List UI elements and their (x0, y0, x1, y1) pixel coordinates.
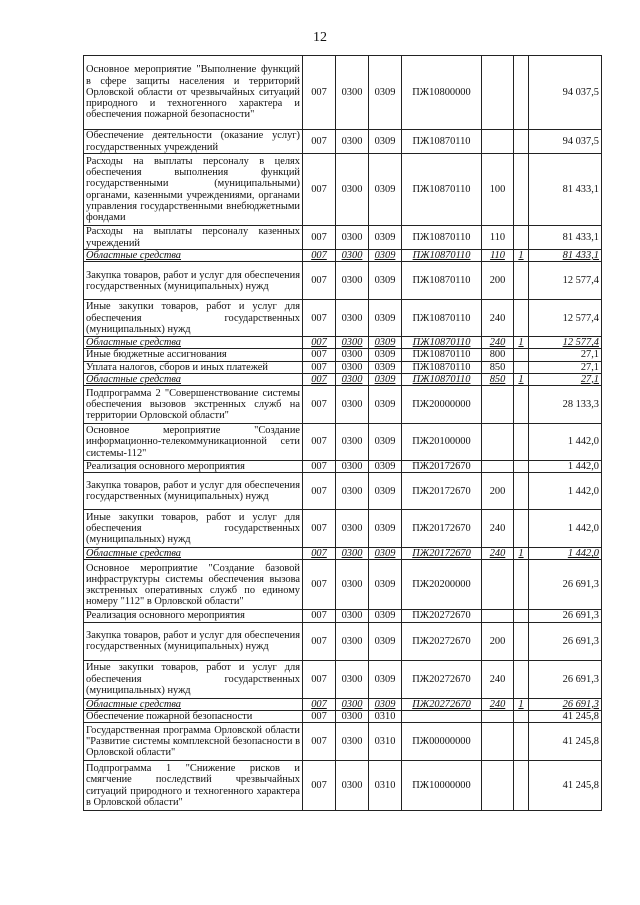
admin-code: 007 (303, 424, 336, 461)
funding-source-code (514, 56, 529, 130)
row-name: Реализация основного мероприятия (84, 461, 303, 473)
target-article-code (402, 710, 482, 722)
table-row (84, 698, 602, 710)
target-article-code: ПЖ10870110 (402, 250, 482, 262)
amount: 81 433,1 (529, 154, 602, 226)
row-name: Областные средства (84, 373, 303, 385)
section-code: 0300 (336, 610, 369, 622)
section-code: 0300 (336, 473, 369, 510)
row-name: Иные бюджетные ассигнования (84, 349, 303, 361)
admin-code: 007 (303, 710, 336, 722)
amount: 41 245,8 (529, 761, 602, 811)
subsection-code: 0309 (369, 154, 402, 226)
section-code: 0300 (336, 349, 369, 361)
row-name: Областные средства (84, 548, 303, 560)
subsection-code: 0309 (369, 660, 402, 698)
row-name: Реализация основного мероприятия (84, 610, 303, 622)
table-row (84, 622, 602, 660)
funding-source-code: 1 (514, 548, 529, 560)
target-article-code: ПЖ10870110 (402, 130, 482, 154)
expense-type-code (482, 723, 514, 761)
funding-source-code (514, 473, 529, 510)
subsection-code: 0309 (369, 548, 402, 560)
table-row (84, 300, 602, 337)
admin-code: 007 (303, 473, 336, 510)
table-row (84, 610, 602, 622)
funding-source-code (514, 361, 529, 373)
row-name: Обеспечение деятельности (оказание услуг) государственных учреждений (84, 130, 303, 154)
row-name: Основное мероприятие "Создание базовой инфраструктуры системы обеспечения вызова экстренных оперативных служб по единому номеру "112" в Орловской области" (84, 560, 303, 610)
amount: 28 133,3 (529, 386, 602, 424)
funding-source-code: 1 (514, 373, 529, 385)
expense-type-code (482, 56, 514, 130)
expense-type-code: 240 (482, 510, 514, 548)
amount: 26 691,3 (529, 622, 602, 660)
admin-code: 007 (303, 386, 336, 424)
target-article-code: ПЖ20272670 (402, 698, 482, 710)
subsection-code: 0309 (369, 361, 402, 373)
amount: 94 037,5 (529, 56, 602, 130)
target-article-code: ПЖ10870110 (402, 262, 482, 300)
target-article-code: ПЖ10870110 (402, 349, 482, 361)
table-row (84, 56, 602, 130)
expense-type-code: 240 (482, 300, 514, 337)
admin-code: 007 (303, 262, 336, 300)
target-article-code: ПЖ00000000 (402, 723, 482, 761)
table-row (84, 424, 602, 461)
expense-type-code: 200 (482, 262, 514, 300)
section-code: 0300 (336, 300, 369, 337)
section-code: 0300 (336, 337, 369, 349)
expense-type-code: 800 (482, 349, 514, 361)
funding-source-code (514, 723, 529, 761)
row-name: Закупка товаров, работ и услуг для обеспечения государственных (муниципальных) нужд (84, 473, 303, 510)
funding-source-code (514, 710, 529, 722)
section-code: 0300 (336, 710, 369, 722)
subsection-code: 0309 (369, 424, 402, 461)
funding-source-code (514, 660, 529, 698)
target-article-code: ПЖ20272670 (402, 660, 482, 698)
target-article-code: ПЖ20200000 (402, 560, 482, 610)
amount: 26 691,3 (529, 660, 602, 698)
admin-code: 007 (303, 373, 336, 385)
admin-code: 007 (303, 723, 336, 761)
row-name: Государственная программа Орловской области "Развитие системы комплексной безопасности в Орловской области" (84, 723, 303, 761)
target-article-code: ПЖ10000000 (402, 761, 482, 811)
budget-table (83, 55, 602, 811)
section-code: 0300 (336, 510, 369, 548)
table-row (84, 761, 602, 811)
row-name: Иные закупки товаров, работ и услуг для обеспечения государственных (муниципальных) нужд (84, 660, 303, 698)
section-code: 0300 (336, 761, 369, 811)
table-row (84, 510, 602, 548)
funding-source-code: 1 (514, 698, 529, 710)
amount: 94 037,5 (529, 130, 602, 154)
amount: 1 442,0 (529, 510, 602, 548)
funding-source-code (514, 386, 529, 424)
funding-source-code (514, 154, 529, 226)
amount: 12 577,4 (529, 262, 602, 300)
amount: 1 442,0 (529, 548, 602, 560)
funding-source-code (514, 510, 529, 548)
expense-type-code: 100 (482, 154, 514, 226)
row-name: Областные средства (84, 698, 303, 710)
expense-type-code: 110 (482, 226, 514, 250)
row-name: Иные закупки товаров, работ и услуг для обеспечения государственных (муниципальных) нужд (84, 510, 303, 548)
amount: 27,1 (529, 373, 602, 385)
section-code: 0300 (336, 130, 369, 154)
funding-source-code (514, 300, 529, 337)
amount: 41 245,8 (529, 710, 602, 722)
subsection-code: 0309 (369, 262, 402, 300)
section-code: 0300 (336, 361, 369, 373)
section-code: 0300 (336, 56, 369, 130)
admin-code: 007 (303, 226, 336, 250)
funding-source-code (514, 262, 529, 300)
section-code: 0300 (336, 548, 369, 560)
expense-type-code: 240 (482, 337, 514, 349)
admin-code: 007 (303, 300, 336, 337)
section-code: 0300 (336, 154, 369, 226)
admin-code: 007 (303, 250, 336, 262)
amount: 27,1 (529, 361, 602, 373)
funding-source-code (514, 610, 529, 622)
section-code: 0300 (336, 250, 369, 262)
expense-type-code (482, 610, 514, 622)
amount: 26 691,3 (529, 698, 602, 710)
subsection-code: 0309 (369, 473, 402, 510)
amount: 1 442,0 (529, 473, 602, 510)
subsection-code: 0309 (369, 250, 402, 262)
table-row (84, 250, 602, 262)
table-row (84, 723, 602, 761)
admin-code: 007 (303, 154, 336, 226)
target-article-code: ПЖ20272670 (402, 610, 482, 622)
expense-type-code: 850 (482, 373, 514, 385)
table-row (84, 130, 602, 154)
section-code: 0300 (336, 262, 369, 300)
expense-type-code: 200 (482, 473, 514, 510)
table-row (84, 262, 602, 300)
row-name: Расходы на выплаты персоналу в целях обеспечения выполнения функций государственными (муниципальными) органами, казенными учреждениями, органами управления государственными внебюджетными фондами (84, 154, 303, 226)
target-article-code: ПЖ10870110 (402, 373, 482, 385)
amount: 12 577,4 (529, 337, 602, 349)
section-code: 0300 (336, 622, 369, 660)
subsection-code: 0310 (369, 710, 402, 722)
subsection-code: 0309 (369, 130, 402, 154)
admin-code: 007 (303, 698, 336, 710)
amount: 1 442,0 (529, 424, 602, 461)
funding-source-code: 1 (514, 337, 529, 349)
amount: 26 691,3 (529, 560, 602, 610)
expense-type-code: 240 (482, 548, 514, 560)
admin-code: 007 (303, 610, 336, 622)
row-name: Закупка товаров, работ и услуг для обеспечения государственных (муниципальных) нужд (84, 622, 303, 660)
table-row (84, 473, 602, 510)
funding-source-code (514, 130, 529, 154)
table-row (84, 461, 602, 473)
target-article-code: ПЖ20172670 (402, 461, 482, 473)
subsection-code: 0309 (369, 386, 402, 424)
subsection-code: 0309 (369, 610, 402, 622)
funding-source-code (514, 560, 529, 610)
table-row (84, 386, 602, 424)
expense-type-code (482, 424, 514, 461)
section-code: 0300 (336, 698, 369, 710)
table-row (84, 660, 602, 698)
expense-type-code (482, 560, 514, 610)
section-code: 0300 (336, 226, 369, 250)
admin-code: 007 (303, 56, 336, 130)
admin-code: 007 (303, 337, 336, 349)
row-name: Основное мероприятие "Создание информационно-телекоммуникационной сети системы-112" (84, 424, 303, 461)
subsection-code: 0309 (369, 461, 402, 473)
expense-type-code: 240 (482, 660, 514, 698)
section-code: 0300 (336, 660, 369, 698)
funding-source-code (514, 622, 529, 660)
expense-type-code: 110 (482, 250, 514, 262)
admin-code: 007 (303, 510, 336, 548)
table-row (84, 710, 602, 722)
row-name: Иные закупки товаров, работ и услуг для обеспечения государственных (муниципальных) нужд (84, 300, 303, 337)
target-article-code: ПЖ20172670 (402, 473, 482, 510)
table-row (84, 373, 602, 385)
admin-code: 007 (303, 761, 336, 811)
section-code: 0300 (336, 424, 369, 461)
admin-code: 007 (303, 361, 336, 373)
section-code: 0300 (336, 461, 369, 473)
target-article-code: ПЖ20100000 (402, 424, 482, 461)
amount: 1 442,0 (529, 461, 602, 473)
funding-source-code: 1 (514, 250, 529, 262)
subsection-code: 0309 (369, 337, 402, 349)
subsection-code: 0309 (369, 300, 402, 337)
table-row (84, 349, 602, 361)
subsection-code: 0309 (369, 56, 402, 130)
section-code: 0300 (336, 723, 369, 761)
row-name: Расходы на выплаты персоналу казенных учреждений (84, 226, 303, 250)
subsection-code: 0309 (369, 698, 402, 710)
table-row (84, 548, 602, 560)
row-name: Уплата налогов, сборов и иных платежей (84, 361, 303, 373)
subsection-code: 0309 (369, 373, 402, 385)
target-article-code: ПЖ10800000 (402, 56, 482, 130)
target-article-code: ПЖ10870110 (402, 300, 482, 337)
target-article-code: ПЖ20172670 (402, 510, 482, 548)
expense-type-code: 240 (482, 698, 514, 710)
funding-source-code (514, 461, 529, 473)
amount: 41 245,8 (529, 723, 602, 761)
admin-code: 007 (303, 130, 336, 154)
table-row (84, 560, 602, 610)
funding-source-code (514, 349, 529, 361)
budget-table-body (84, 56, 602, 811)
row-name: Областные средства (84, 337, 303, 349)
section-code: 0300 (336, 386, 369, 424)
expense-type-code (482, 461, 514, 473)
admin-code: 007 (303, 349, 336, 361)
target-article-code: ПЖ20172670 (402, 548, 482, 560)
expense-type-code (482, 710, 514, 722)
page-number: 12 (313, 30, 327, 45)
section-code: 0300 (336, 560, 369, 610)
target-article-code: ПЖ20000000 (402, 386, 482, 424)
table-row (84, 337, 602, 349)
expense-type-code (482, 386, 514, 424)
subsection-code: 0309 (369, 622, 402, 660)
target-article-code: ПЖ10870110 (402, 361, 482, 373)
row-name: Закупка товаров, работ и услуг для обеспечения государственных (муниципальных) нужд (84, 262, 303, 300)
admin-code: 007 (303, 622, 336, 660)
amount: 81 433,1 (529, 250, 602, 262)
amount: 27,1 (529, 349, 602, 361)
target-article-code: ПЖ10870110 (402, 154, 482, 226)
admin-code: 007 (303, 560, 336, 610)
subsection-code: 0310 (369, 723, 402, 761)
amount: 26 691,3 (529, 610, 602, 622)
funding-source-code (514, 424, 529, 461)
row-name: Областные средства (84, 250, 303, 262)
expense-type-code (482, 761, 514, 811)
amount: 81 433,1 (529, 226, 602, 250)
subsection-code: 0309 (369, 560, 402, 610)
target-article-code: ПЖ10870110 (402, 337, 482, 349)
expense-type-code: 200 (482, 622, 514, 660)
row-name: Обеспечение пожарной безопасности (84, 710, 303, 722)
subsection-code: 0310 (369, 761, 402, 811)
admin-code: 007 (303, 461, 336, 473)
expense-type-code: 850 (482, 361, 514, 373)
funding-source-code (514, 761, 529, 811)
target-article-code: ПЖ10870110 (402, 226, 482, 250)
admin-code: 007 (303, 660, 336, 698)
row-name: Подпрограмма 2 "Совершенствование системы обеспечения вызовов экстренных служб на территории Орловской области" (84, 386, 303, 424)
subsection-code: 0309 (369, 349, 402, 361)
expense-type-code (482, 130, 514, 154)
amount: 12 577,4 (529, 300, 602, 337)
row-name: Основное мероприятие "Выполнение функций в сфере защиты населения и территорий Орловской области от чрезвычайных ситуаций природного и техногенного характера и обеспечения пожарной безопасности" (84, 56, 303, 130)
section-code: 0300 (336, 373, 369, 385)
table-row (84, 154, 602, 226)
funding-source-code (514, 226, 529, 250)
admin-code: 007 (303, 548, 336, 560)
row-name: Подпрограмма 1 "Снижение рисков и смягчение последствий чрезвычайных ситуаций природного и техногенного характера в Орловской области" (84, 761, 303, 811)
subsection-code: 0309 (369, 510, 402, 548)
subsection-code: 0309 (369, 226, 402, 250)
target-article-code: ПЖ20272670 (402, 622, 482, 660)
table-row (84, 226, 602, 250)
table-row (84, 361, 602, 373)
